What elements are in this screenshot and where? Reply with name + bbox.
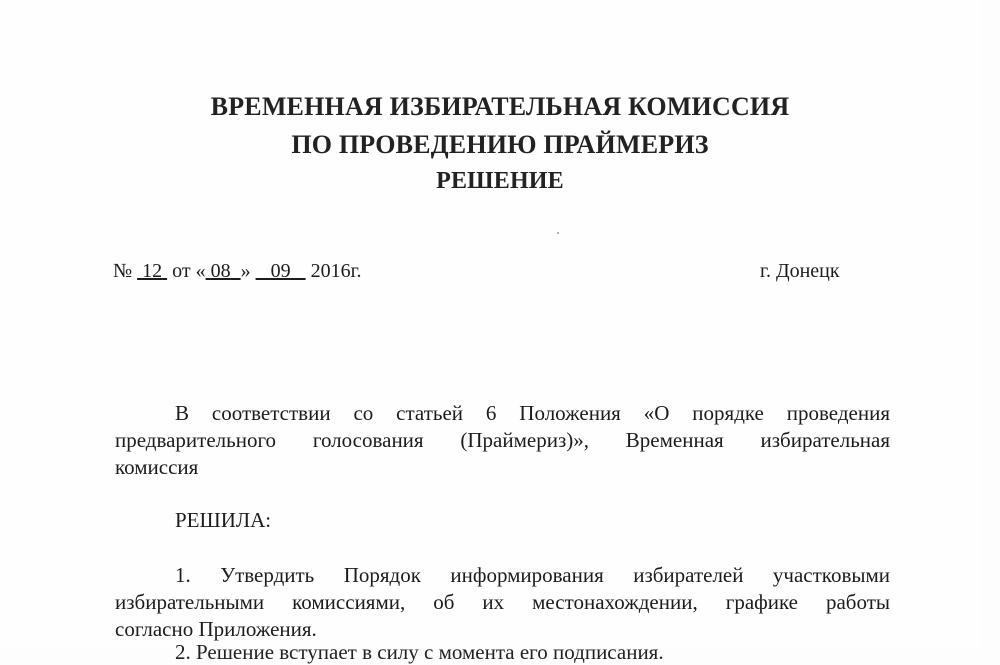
preamble-line-1: В соответствии со статьей 6 Положения «О порядке проведения [175,401,890,425]
decision-number: 12 [142,260,163,282]
item-1-line-1: 1. Утвердить Порядок информирования избирателей участковыми [175,563,890,587]
number-prefix: № [113,260,138,282]
preamble-line-3: комиссия [115,455,199,479]
decision-title: РЕШЕНИЕ [436,168,564,194]
day-close: » [240,260,256,282]
item-2-partial: 2. Решение вступает в силу с момента его подписания. [175,640,664,664]
preamble-paragraph [115,400,890,481]
preamble-line-2: предварительного голосования (Праймериз)», Временная избирательная [115,428,890,452]
date-prefix: от « [167,260,206,282]
commission-title-line2: ПО ПРОВЕДЕНИЮ ПРАЙМЕРИЗ [291,130,709,159]
commission-title-line1: ВРЕМЕННАЯ ИЗБИРАТЕЛЬНАЯ КОМИССИЯ [210,92,790,121]
item-1-line-2: избирательными комиссиями, об их местонахождении, графике работы [115,590,890,614]
item-1-line-3: согласно Приложения. [115,617,317,641]
decision-city: г. Донецк [760,260,840,282]
decision-day: 08 [210,260,231,282]
scan-speck [557,232,559,234]
decision-month: 09 [270,260,291,282]
decision-number-date [113,260,362,283]
decision-year: 2016г. [305,260,362,282]
item-1-paragraph [115,562,890,643]
resolved-heading: РЕШИЛА: [175,508,272,532]
